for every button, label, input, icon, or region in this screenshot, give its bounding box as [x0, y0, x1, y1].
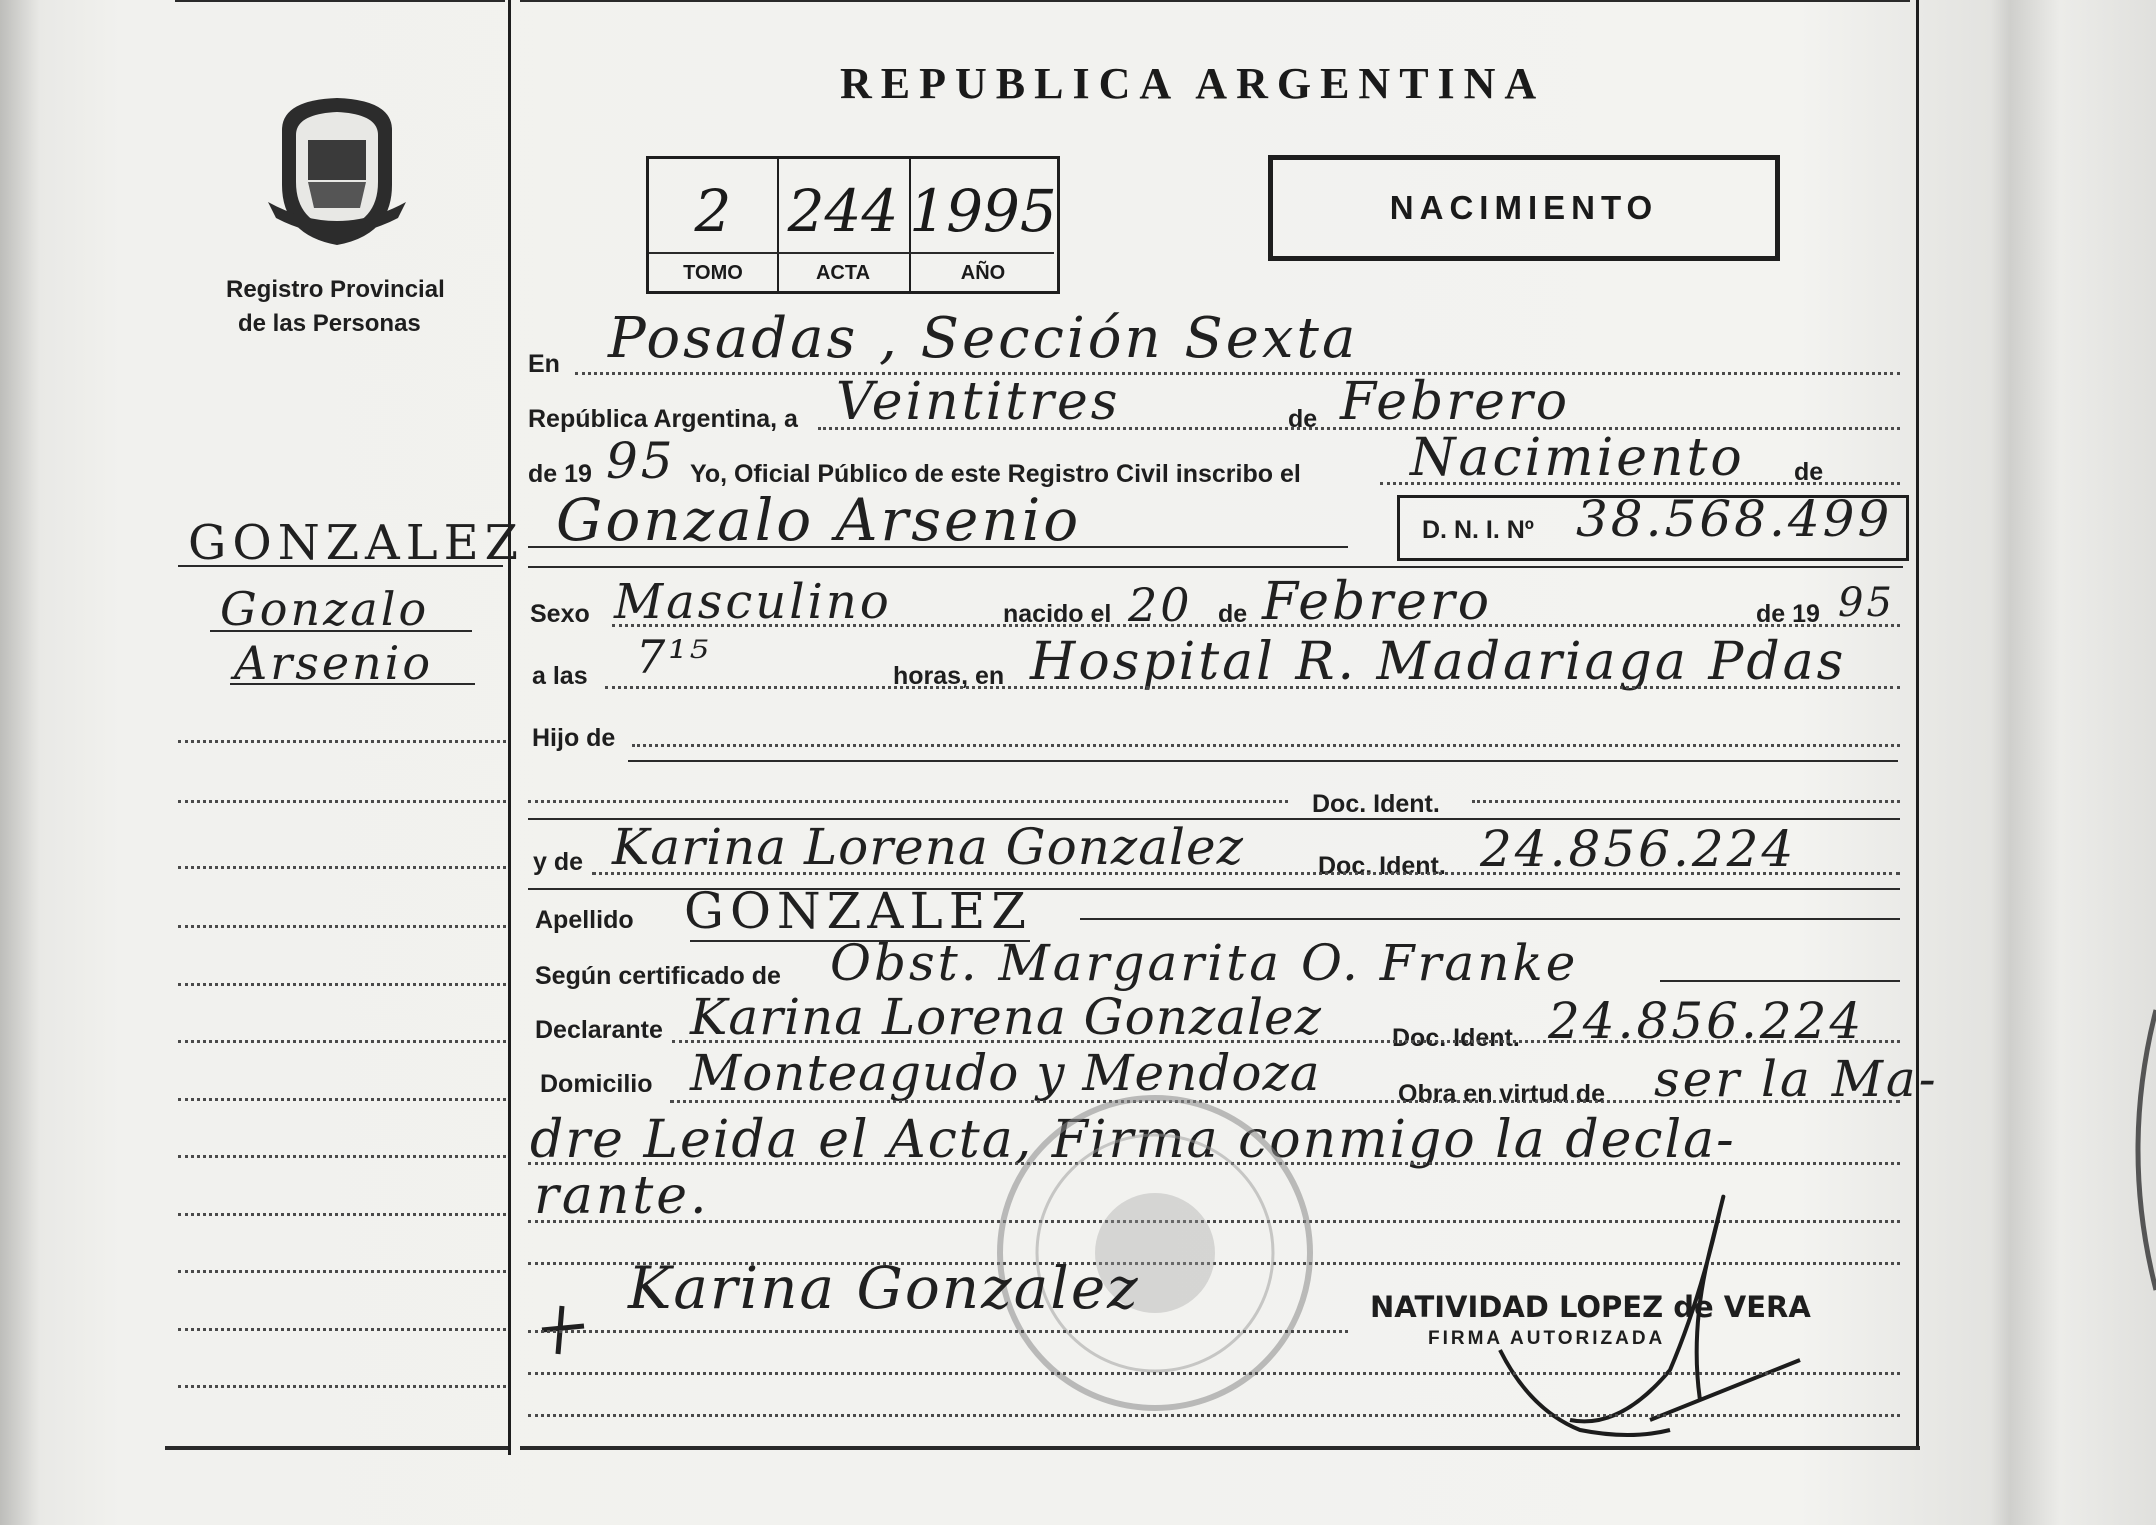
number-box-divider — [649, 252, 1054, 254]
page-title: REPUBLICA ARGENTINA — [840, 59, 1546, 108]
hw-obra2: dre Leida el Acta, Firma conmigo la decla- — [530, 1110, 1736, 1170]
label-y-de: y de — [533, 848, 584, 876]
ruled-line — [528, 1414, 1900, 1417]
top-border-right — [520, 0, 1910, 2]
margin-ruled-line — [178, 1385, 506, 1388]
ruled-line — [672, 1040, 1900, 1043]
hw-sexo: Masculino — [614, 574, 892, 630]
margin-surname: GONZALEZ — [188, 515, 524, 571]
ruled-line — [605, 686, 1900, 689]
hw-obra1: ser la Ma- — [1654, 1050, 1939, 1108]
ruled-line — [632, 744, 1900, 747]
ruled-line — [628, 760, 1898, 762]
record-number-box — [646, 156, 1060, 294]
acta-cell — [777, 159, 911, 291]
top-border — [175, 0, 505, 2]
ruled-line — [1472, 800, 1900, 803]
ruled-line — [592, 872, 1900, 875]
right-border — [1916, 0, 1919, 1450]
margin-name1: Gonzalo — [220, 582, 430, 636]
registry-name-line1: Registro Provincial — [226, 276, 445, 303]
margin-ruled-line — [178, 866, 506, 869]
ano-value: 1995 — [909, 177, 1057, 245]
ano-label: AÑO — [960, 262, 1006, 284]
hw-dia-nac: 20 — [1128, 578, 1193, 632]
margin-ruled-line — [178, 740, 506, 743]
label-doc-ident-madre: Doc. Ident. — [1318, 852, 1446, 880]
dni-box — [1397, 490, 1909, 561]
label-de: de — [1288, 405, 1318, 433]
label-en: En — [528, 350, 560, 378]
margin-name2: Arsenio — [234, 636, 434, 690]
label-sexo: Sexo — [530, 600, 590, 628]
acta-label: ACTA — [815, 262, 871, 284]
margin-ruled-line — [178, 1213, 506, 1216]
hw-madre: Karina Lorena Gonzalez — [612, 818, 1244, 876]
label-de-19-nac: de 19 — [1756, 600, 1820, 628]
margin-ruled-line — [178, 1270, 506, 1273]
label-doc-ident-declarante: Doc. Ident. — [1392, 1024, 1520, 1052]
tomo-value: 2 — [694, 177, 732, 245]
ruled-line — [1080, 918, 1900, 920]
hw-ano-nac: 95 — [1838, 580, 1895, 626]
tomo-label: TOMO — [683, 262, 743, 284]
label-obra: Obra en virtud de — [1398, 1080, 1605, 1108]
official-stamp-icon — [990, 1088, 1320, 1418]
province-seal-icon — [262, 90, 412, 250]
ruled-line — [528, 800, 1288, 803]
ruled-line — [528, 1330, 1348, 1333]
adjacent-page-stamp-icon — [2110, 1000, 2156, 1300]
margin-ruled-line — [178, 983, 506, 986]
left-column-divider — [508, 0, 511, 1455]
hw-obra3: rante. — [534, 1166, 710, 1226]
margin-bottom-line — [165, 1446, 508, 1450]
label-a-las: a las — [532, 662, 588, 690]
label-yo-oficial: Yo, Oficial Público de este Registro Civil inscribo el — [690, 460, 1301, 488]
hw-certificado: Obst. Margarita O. Franke — [830, 934, 1579, 992]
margin-line — [178, 565, 503, 567]
margin-ruled-line — [178, 1155, 506, 1158]
label-hijo-de: Hijo de — [532, 724, 616, 752]
hw-apellido: GONZALEZ — [684, 882, 1032, 940]
label-de-19: de 19 — [528, 460, 592, 488]
hw-dni: 38.568.499 — [1576, 490, 1893, 548]
record-type-box: NACIMIENTO — [1268, 155, 1780, 261]
hw-ano-inscr: 95 — [606, 432, 676, 490]
label-nacido-el: nacido el — [1003, 600, 1112, 628]
label-apellido: Apellido — [535, 906, 634, 934]
ano-cell — [909, 159, 1057, 291]
registry-name-line2: de las Personas — [238, 310, 421, 337]
hw-dia: Veintitres — [836, 372, 1121, 432]
label-dni: D. N. I. Nº — [1422, 516, 1534, 544]
label-segun: Según certificado de — [535, 962, 781, 990]
hw-declarante-doc: 24.856.224 — [1548, 992, 1865, 1050]
label-doc-ident-padre: Doc. Ident. — [1312, 790, 1440, 818]
hw-declarante: Karina Lorena Gonzalez — [690, 988, 1322, 1046]
margin-ruled-line — [178, 925, 506, 928]
margin-ruled-line — [178, 1328, 506, 1331]
hw-acto: Nacimiento — [1410, 428, 1745, 488]
margin-line — [210, 630, 472, 632]
label-declarante: Declarante — [535, 1016, 663, 1044]
ruled-line — [575, 372, 1900, 375]
ruled-line — [528, 1372, 1900, 1375]
tomo-cell — [649, 159, 779, 291]
label-de-end: de — [1794, 458, 1824, 486]
margin-ruled-line — [178, 1040, 506, 1043]
section-divider — [528, 566, 1903, 568]
ruled-line — [528, 546, 1348, 548]
hw-mes: Febrero — [1340, 372, 1571, 432]
margin-line — [230, 683, 475, 685]
label-republica: República Argentina, a — [528, 405, 798, 433]
bottom-border — [520, 1446, 1920, 1450]
ruled-line — [1660, 980, 1900, 982]
hw-nombre: Gonzalo Arsenio — [556, 486, 1082, 554]
hw-hora: 7¹⁵ — [636, 630, 712, 684]
signature-cross-icon — [538, 1300, 588, 1356]
official-name: NATIVIDAD LOPEZ de VERA — [1370, 1290, 1811, 1324]
official-signature-icon — [1470, 1170, 1810, 1440]
label-domicilio: Domicilio — [540, 1070, 653, 1098]
acta-value: 244 — [787, 177, 899, 245]
ruled-line — [612, 624, 1900, 627]
hw-mes-nac: Febrero — [1262, 572, 1493, 632]
label-horas-en: horas, en — [893, 662, 1005, 690]
firma-autorizada: FIRMA AUTORIZADA — [1428, 1328, 1666, 1349]
hw-domicilio: Monteagudo y Mendoza — [690, 1044, 1321, 1102]
signature-declarante: Karina Gonzalez — [628, 1254, 1140, 1322]
margin-ruled-line — [178, 1098, 506, 1101]
hw-madre-doc: 24.856.224 — [1480, 820, 1797, 878]
hw-lugar-nac: Hospital R. Madariaga Pdas — [1030, 632, 1847, 692]
margin-ruled-line — [178, 800, 506, 803]
label-de-mes-nac: de — [1218, 600, 1248, 628]
hw-lugar: Posadas , Sección Sexta — [608, 306, 1359, 371]
